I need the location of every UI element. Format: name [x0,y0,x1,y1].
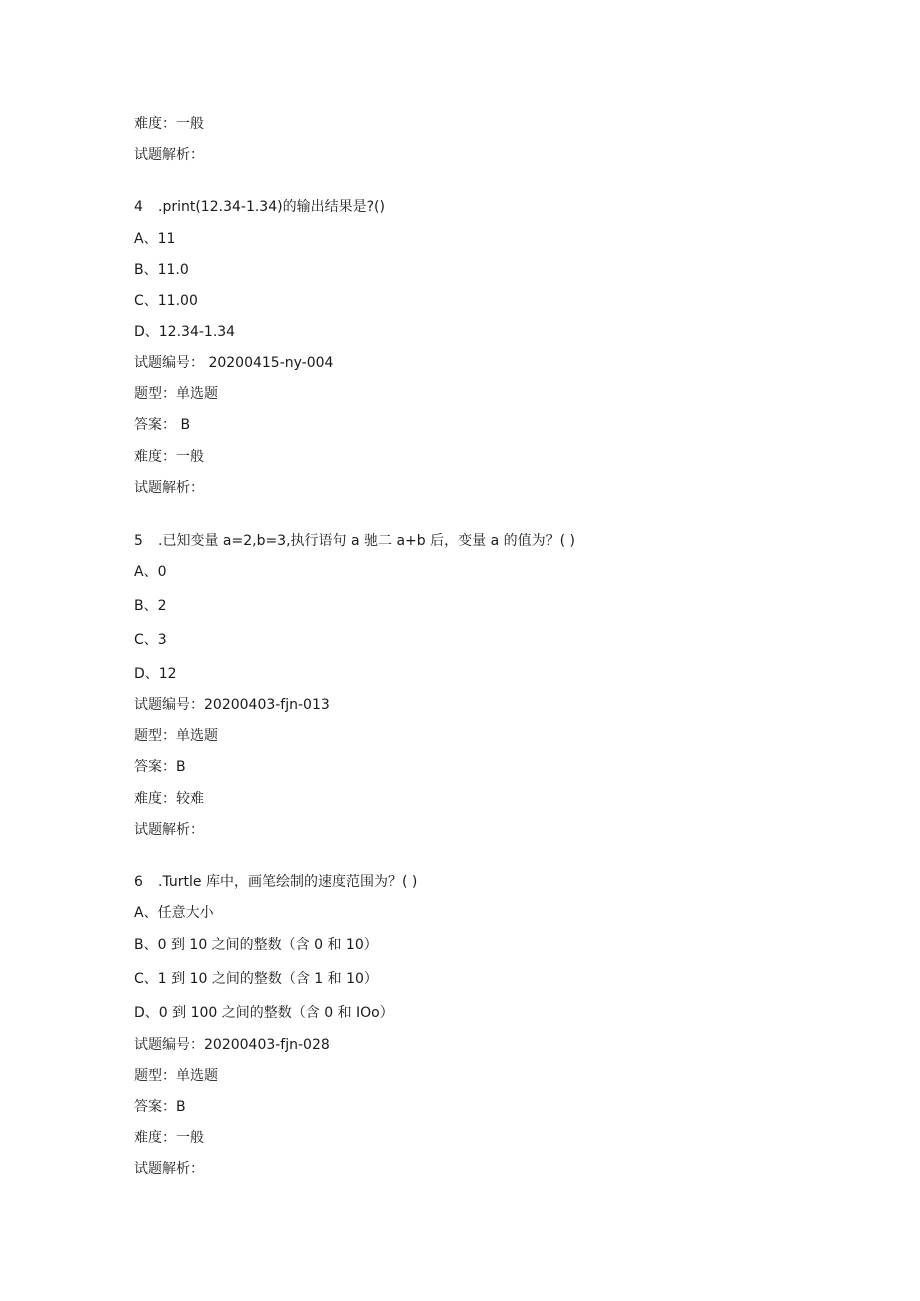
q4-id: 试题编号： 20200415-ny-004 [134,355,334,371]
question-5-stem [134,532,575,550]
question-number: 4 [134,199,143,215]
question-4-stem [134,198,385,216]
q6-difficulty: 难度：一般 [134,1130,204,1146]
q6-option-c: C、1 到 10 之间的整数（含 1 和 10） [134,971,378,987]
q4-type: 题型：单选题 [134,386,218,402]
q4-answer: 答案： B [134,417,191,433]
q4-option-b: B、11.0 [134,262,189,278]
q6-option-d: D、0 到 100 之间的整数（含 0 和 IOo） [134,1005,394,1021]
q6-id: 试题编号：20200403-fjn-028 [134,1037,330,1053]
q4-analysis: 试题解析： [134,480,204,496]
q5-option-d: D、12 [134,666,177,682]
q4-option-c: C、11.00 [134,293,198,309]
question-text: .已知变量 a=2,b=3,执行语句 a 驰二 a+b 后，变量 a 的值为？( ) [158,533,575,549]
question-6-stem [134,873,417,891]
q5-option-c: C、3 [134,632,167,648]
q6-type: 题型：单选题 [134,1068,218,1084]
q5-analysis: 试题解析： [134,822,204,838]
q6-option-b: B、0 到 10 之间的整数（含 0 和 10） [134,937,378,953]
q4-option-d: D、12.34-1.34 [134,324,236,340]
q5-difficulty: 难度：较难 [134,791,204,807]
question-number: 5 [134,533,143,549]
q4-option-a: A、11 [134,231,176,247]
q5-option-a: A、0 [134,564,167,580]
q5-id: 试题编号：20200403-fjn-013 [134,697,330,713]
q4-difficulty: 难度：一般 [134,449,204,465]
question-number: 6 [134,874,143,890]
prev-difficulty: 难度：一般 [134,116,204,132]
q6-answer: 答案：B [134,1099,186,1115]
q5-answer: 答案：B [134,759,186,775]
q5-option-b: B、2 [134,598,167,614]
question-text: .Turtle 库中，画笔绘制的速度范围为？( ) [158,874,418,890]
q6-option-a: A、任意大小 [134,905,214,921]
q5-type: 题型：单选题 [134,728,218,744]
q6-analysis: 试题解析： [134,1161,204,1177]
question-text: .print(12.34-1.34)的输出结果是?() [158,199,385,215]
prev-analysis: 试题解析： [134,147,204,163]
